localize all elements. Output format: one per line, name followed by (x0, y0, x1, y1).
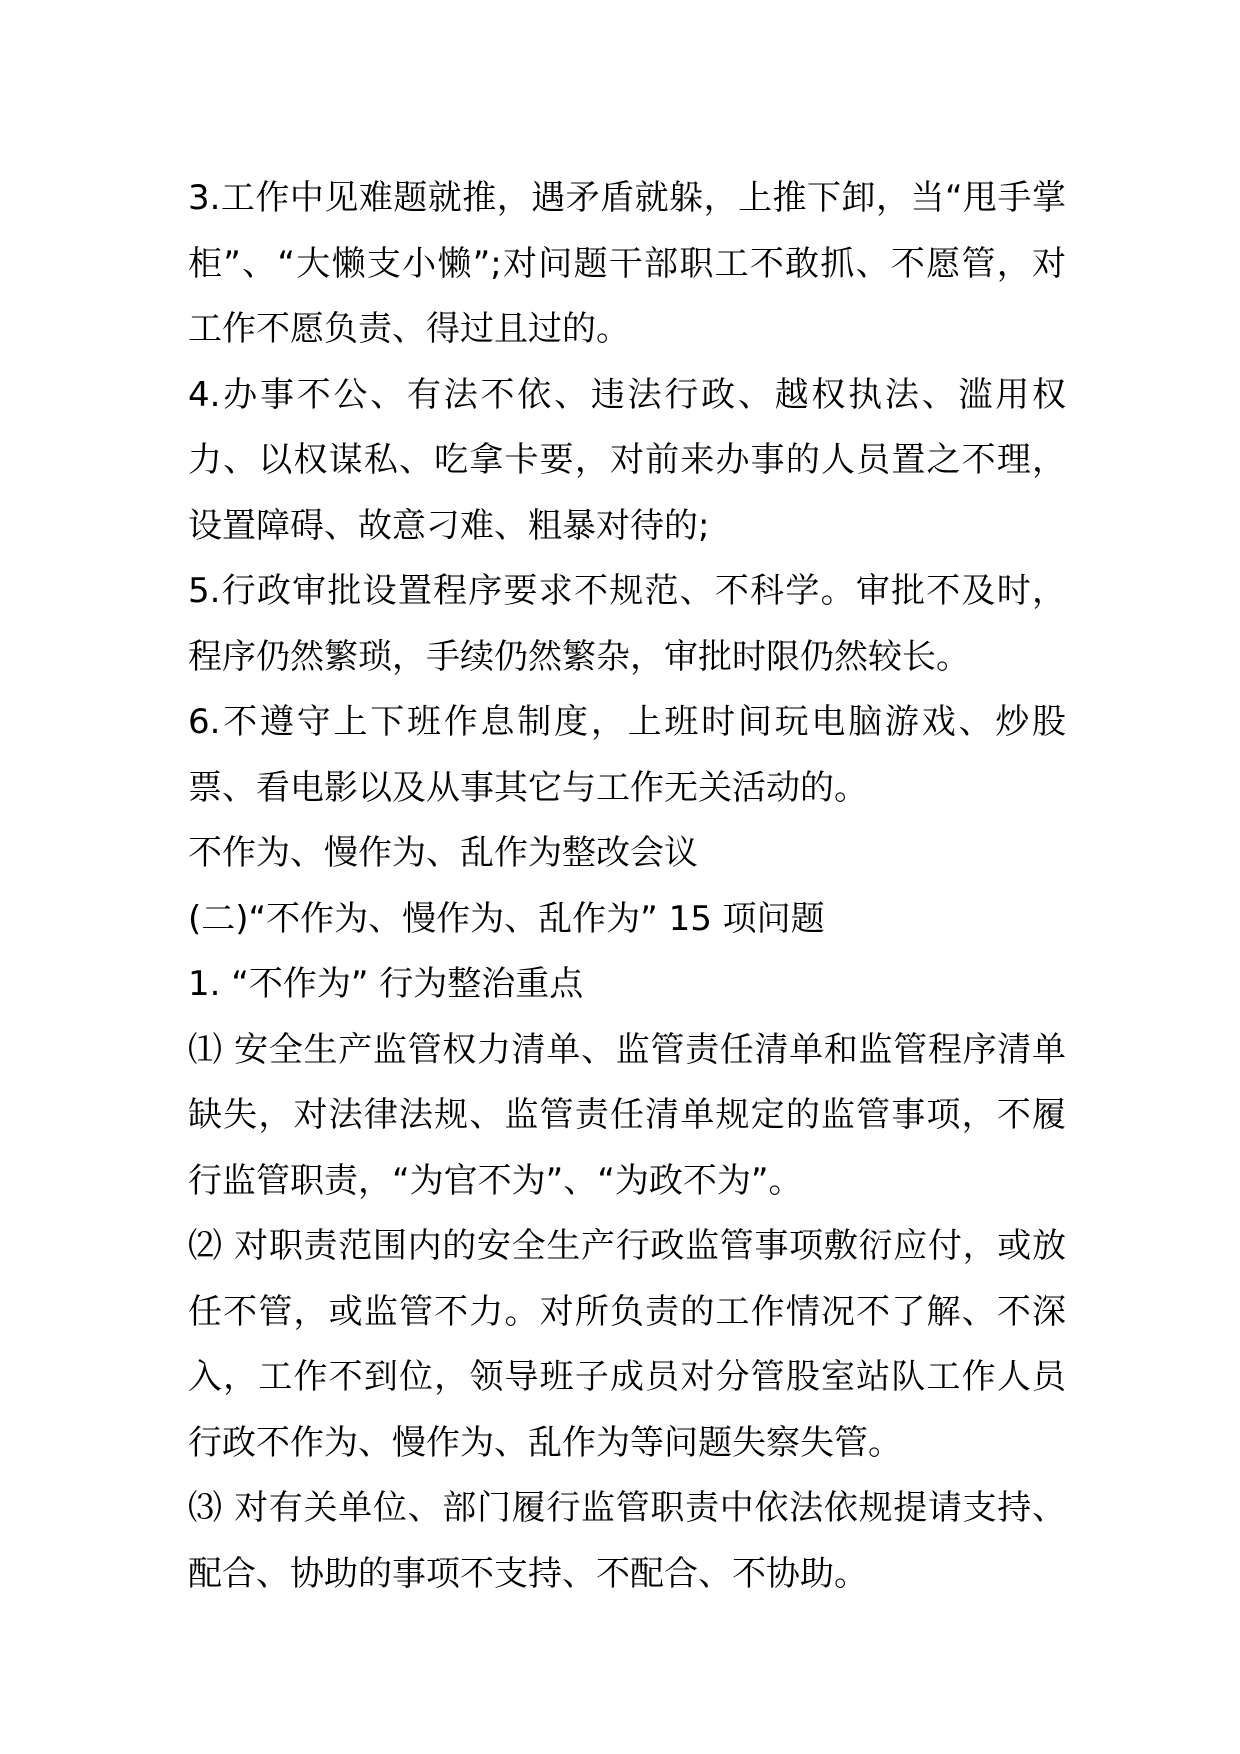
subsection-heading-inaction-focus: 1. “不作为” 行为整治重点 (188, 964, 584, 1004)
document-body (188, 166, 1066, 1607)
paragraph-subitem-3: ⑶ 对有关单位、部门履行监管职责中依法依规提请支持、配合、协助的事项不支持、不配合、不协助。 (188, 1488, 1066, 1594)
paragraph-item-5: 5.行政审批设置程序要求不规范、不科学。审批不及时，程序仍然繁琐，手续仍然繁杂，审批时限仍然较长。 (188, 571, 1066, 677)
paragraph-item-4: 4.办事不公、有法不依、违法行政、越权执法、滥用权力、以权谋私、吃拿卡要，对前来办事的人员置之不理，设置障碍、故意刁难、粗暴对待的; (188, 374, 1066, 546)
paragraph-subitem-1: ⑴ 安全生产监管权力清单、监管责任清单和监管程序清单缺失，对法律法规、监管责任清单规定的监管事项，不履行监管职责，“为官不为”、“为政不为”。 (188, 1029, 1066, 1201)
paragraph-item-6: 6.不遵守上下班作息制度，上班时间玩电脑游戏、炒股票、看电影以及从事其它与工作无关活动的。 (188, 702, 1066, 808)
paragraph-item-3: 3.工作中见难题就推，遇矛盾就躲，上推下卸，当“甩手掌柜”、“大懒支小懒”;对问题干部职工不敢抓、不愿管，对工作不愿负责、得过且过的。 (188, 178, 1066, 349)
subsection-heading-15-issues: (二)“不作为、慢作为、乱作为” 15 项问题 (188, 898, 825, 939)
section-heading-rectification-meeting: 不作为、慢作为、乱作为整改会议 (188, 833, 698, 873)
paragraph-subitem-2: ⑵ 对职责范围内的安全生产行政监管事项敷衍应付，或放任不管，或监管不力。对所负责的工作情况不了解、不深入，工作不到位，领导班子成员对分管股室站队工作人员行政不作为、慢作为、乱作为等问题失察失管。 (188, 1226, 1066, 1463)
